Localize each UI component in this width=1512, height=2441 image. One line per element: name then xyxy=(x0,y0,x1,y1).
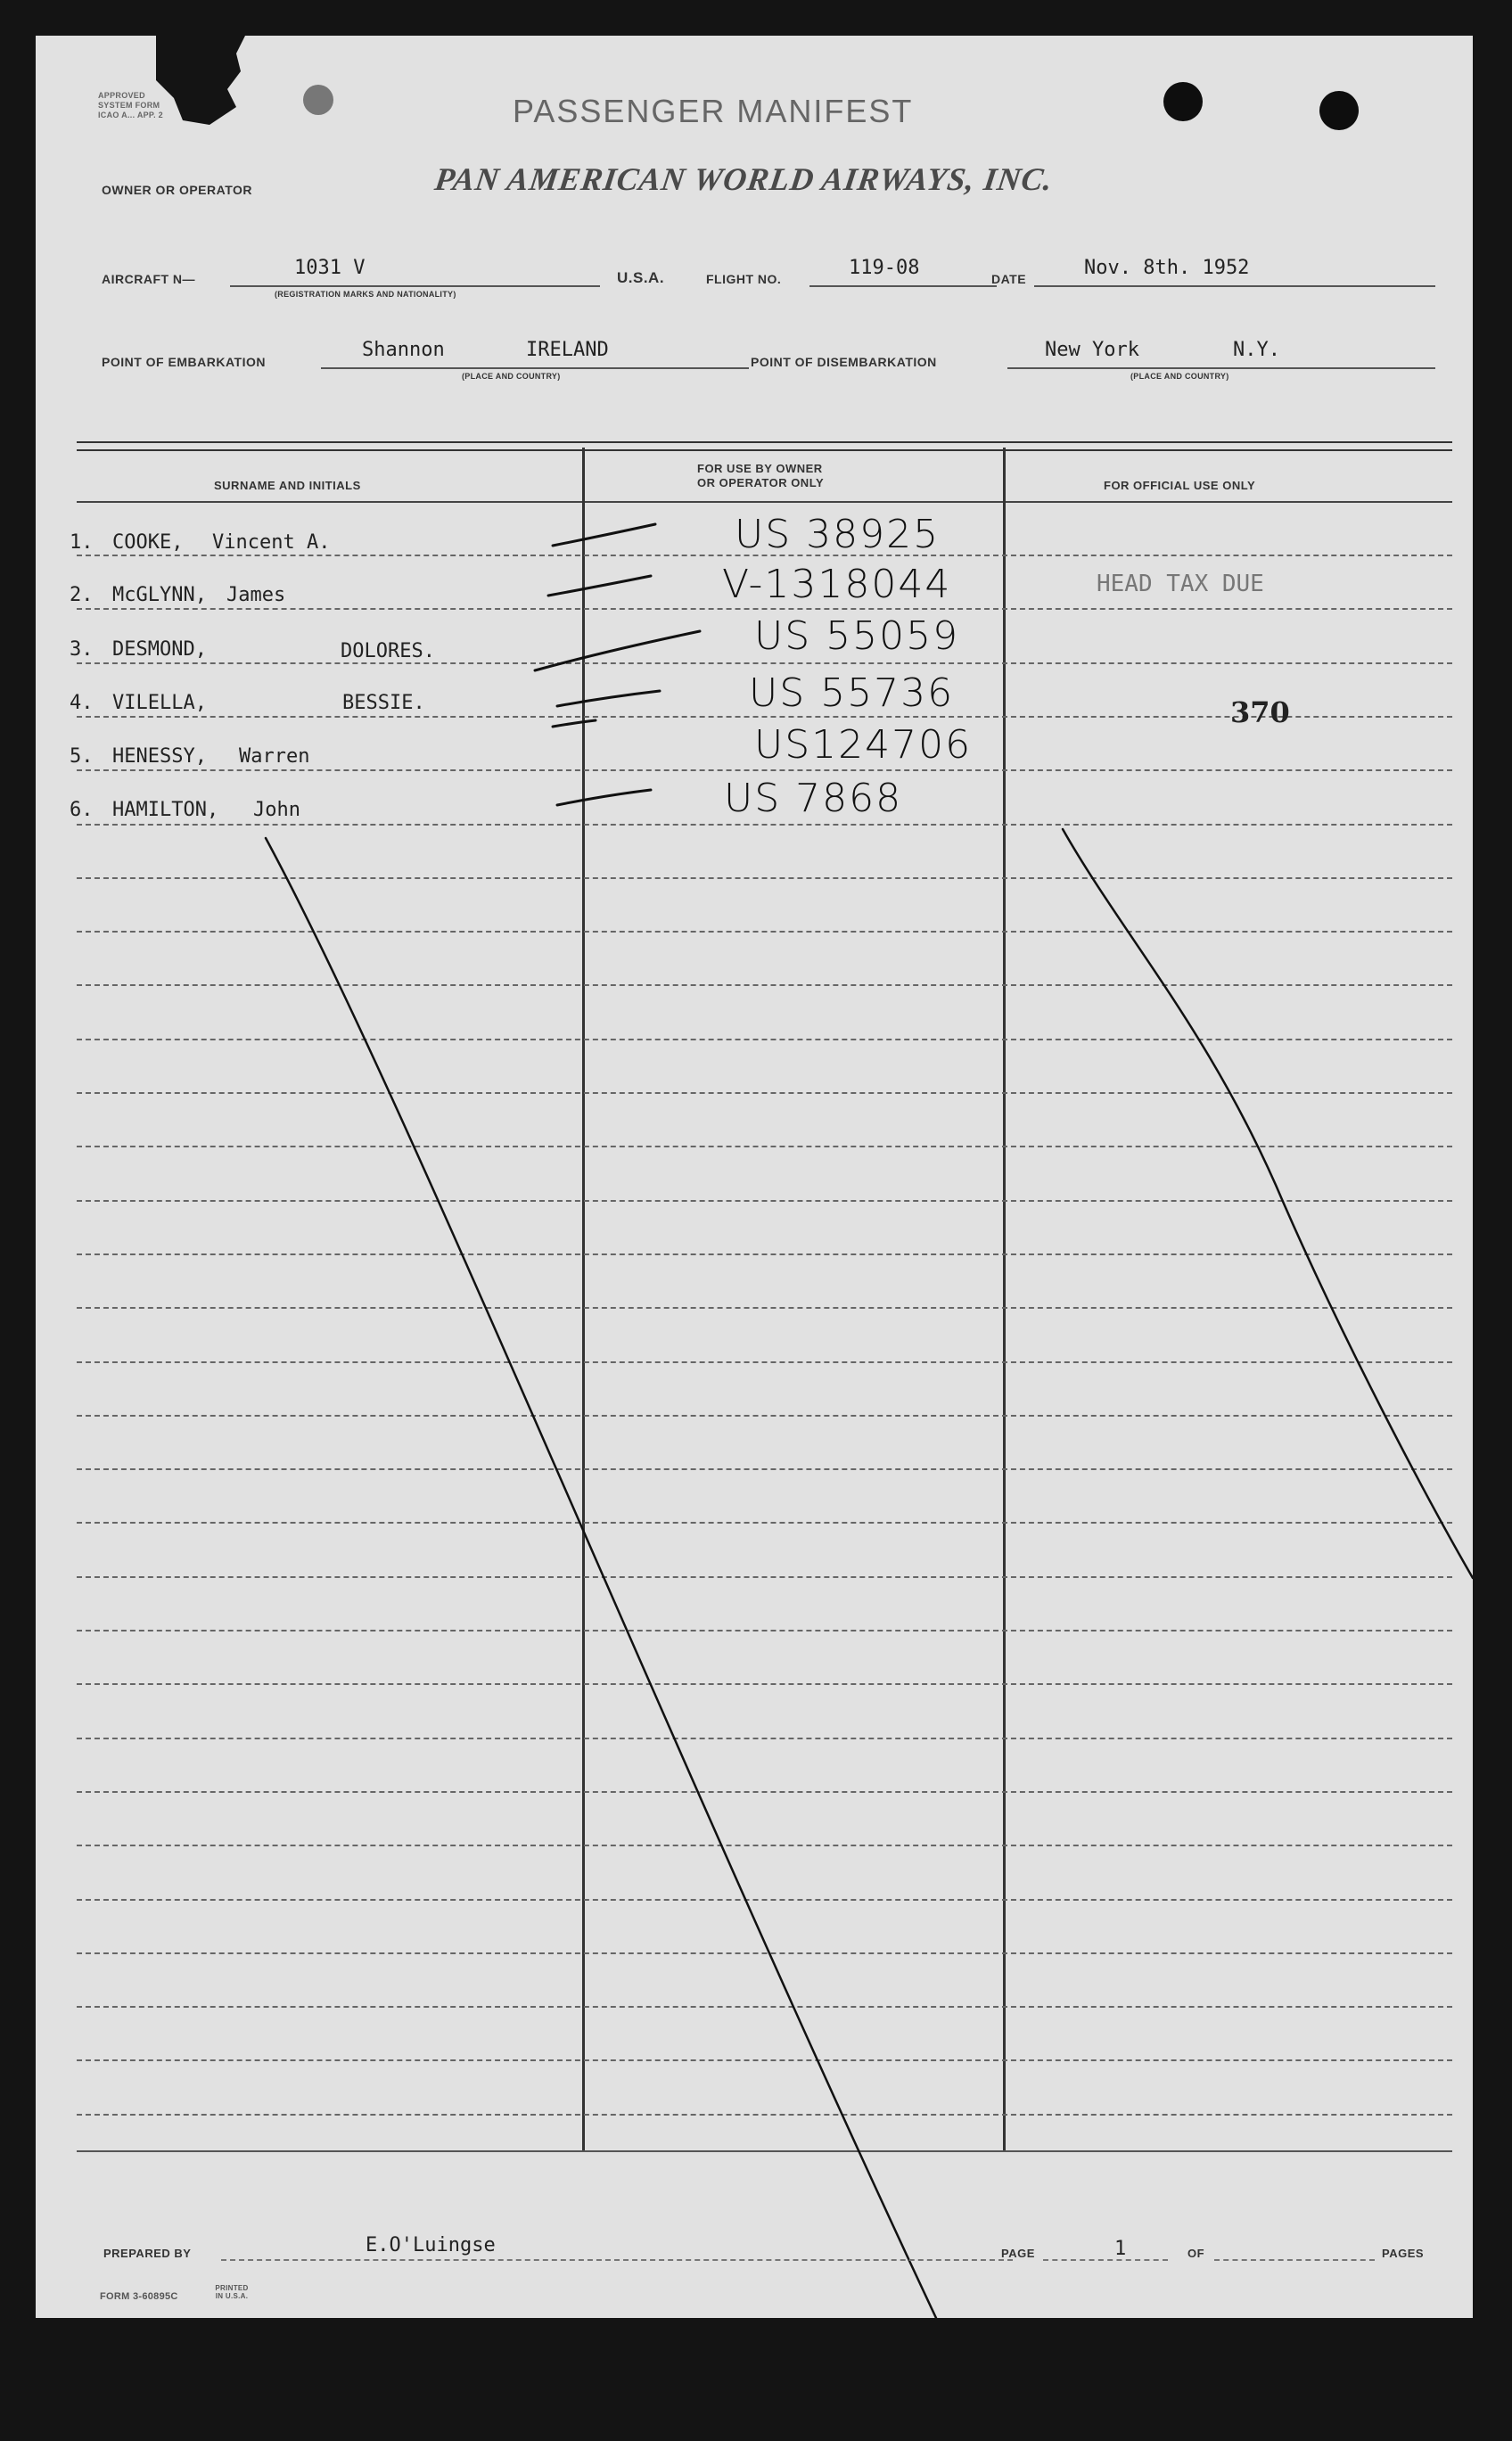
passenger-surname: HAMILTON, xyxy=(112,799,219,821)
embarkation-country: IRELAND xyxy=(526,339,609,361)
passenger-document-number: US 55059 xyxy=(754,613,960,659)
passenger-surname: HENESSY, xyxy=(112,745,207,768)
disembarkation-label: POINT OF DISEMBARKATION xyxy=(751,355,937,369)
embarkation-place: Shannon xyxy=(362,339,445,361)
passenger-surname: DESMOND, xyxy=(112,638,207,661)
disembarkation-place: New York xyxy=(1045,339,1139,361)
passenger-surname: COOKE, xyxy=(112,531,184,554)
passenger-number: 2. xyxy=(70,584,94,606)
manifest-sheet xyxy=(36,36,1473,2318)
passenger-given-name: John xyxy=(253,799,300,821)
form-title: PASSENGER MANIFEST xyxy=(513,93,914,129)
aircraft-sub: (REGISTRATION MARKS AND NATIONALITY) xyxy=(275,290,456,299)
passenger-document-number: US 7868 xyxy=(724,776,903,821)
of-label: OF xyxy=(1187,2247,1205,2260)
date-value: Nov. 8th. 1952 xyxy=(1084,257,1250,279)
printed-in-usa: PRINTED IN U.S.A. xyxy=(215,2284,249,2300)
pages-label: PAGES xyxy=(1382,2247,1425,2260)
embarkation-sub: (PLACE AND COUNTRY) xyxy=(462,372,561,381)
prepared-by-label: PREPARED BY xyxy=(103,2247,192,2260)
passenger-number: 3. xyxy=(70,638,94,661)
col-header-owner-use-2: OR OPERATOR ONLY xyxy=(697,476,825,489)
passenger-given-name: DOLORES. xyxy=(341,640,435,662)
passenger-number: 1. xyxy=(70,531,94,554)
prepared-by-value: E.O'Luingse xyxy=(366,2234,496,2256)
owner-value: PAN AMERICAN WORLD AIRWAYS, INC. xyxy=(432,161,1056,197)
passenger-number: 6. xyxy=(70,799,94,821)
flight-no-value: 119-08 xyxy=(849,257,920,279)
owner-label: OWNER OR OPERATOR xyxy=(102,183,252,197)
head-tax-due-stamp: HEAD TAX DUE xyxy=(1097,571,1264,597)
page-value: 1 xyxy=(1114,2238,1127,2260)
passenger-number: 5. xyxy=(70,745,94,768)
col-header-surname: SURNAME AND INITIALS xyxy=(214,479,361,492)
passenger-document-number: V-1318044 xyxy=(722,562,952,607)
passenger-surname: VILELLA, xyxy=(112,692,207,714)
aircraft-value: 1031 V xyxy=(294,257,366,279)
usa-label: U.S.A. xyxy=(617,269,665,286)
flight-no-label: FLIGHT NO. xyxy=(706,272,782,286)
passenger-document-number: US 38925 xyxy=(735,512,941,557)
passenger-document-number: US 55736 xyxy=(749,670,955,716)
embarkation-label: POINT OF EMBARKATION xyxy=(102,355,266,369)
aircraft-label: AIRCRAFT N— xyxy=(102,272,196,286)
passenger-number: 4. xyxy=(70,692,94,714)
passenger-given-name: BESSIE. xyxy=(342,692,425,714)
col-header-owner-use-1: FOR USE BY OWNER xyxy=(697,462,823,475)
passenger-surname: McGLYNN, xyxy=(112,584,207,606)
page-label: PAGE xyxy=(1001,2247,1035,2260)
passenger-given-name: Warren xyxy=(239,745,310,768)
form-code: FORM 3-60895C xyxy=(100,2291,178,2302)
date-label: DATE xyxy=(991,272,1027,286)
passenger-given-name: Vincent A. xyxy=(212,531,331,554)
col-header-official: FOR OFFICIAL USE ONLY xyxy=(1104,479,1256,492)
disembarkation-sub: (PLACE AND COUNTRY) xyxy=(1130,372,1229,381)
passenger-document-number: US124706 xyxy=(754,722,973,768)
official-number: 370 xyxy=(1230,695,1290,729)
approval-note: APPROVED SYSTEM FORM ICAO A... APP. 2 xyxy=(98,91,163,119)
disembarkation-state: N.Y. xyxy=(1233,339,1280,361)
pen-strokes xyxy=(36,36,1473,2318)
passenger-given-name: James xyxy=(226,584,286,606)
